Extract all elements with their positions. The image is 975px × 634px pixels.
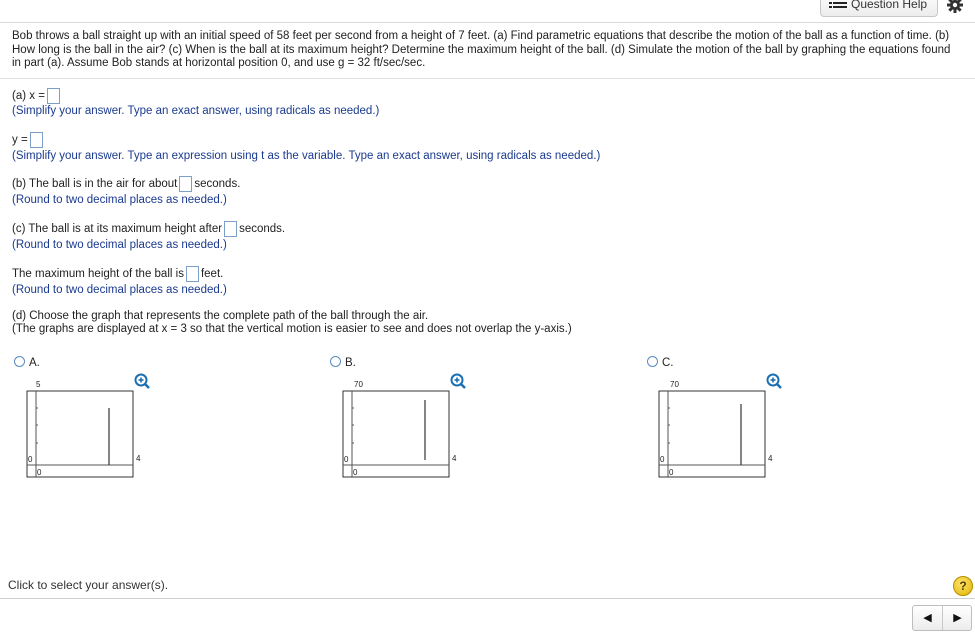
part-a-y-label: y = bbox=[12, 134, 28, 147]
part-a-x-hint: (Simplify your answer. Type an exact answer, using radicals as needed.) bbox=[12, 105, 380, 117]
option-a-radio[interactable] bbox=[14, 356, 25, 367]
question-help-button[interactable] bbox=[820, 0, 938, 17]
max-height-suffix: feet. bbox=[200, 268, 224, 281]
option-c-xmin-label: 0 bbox=[669, 468, 674, 477]
option-a-ymax-label: 5 bbox=[36, 380, 41, 389]
max-height-prefix: The maximum height of the ball is bbox=[12, 268, 184, 281]
option-a-plot-frame bbox=[27, 391, 133, 477]
part-c-suffix: seconds. bbox=[239, 223, 286, 236]
part-a-x-row bbox=[12, 88, 62, 104]
part-b-row bbox=[12, 176, 240, 192]
option-b-xmin-label: 0 bbox=[353, 468, 358, 477]
bottom-divider bbox=[0, 598, 975, 599]
option-b-xmax-label: 4 bbox=[452, 454, 457, 463]
option-a-zoom-icon[interactable] bbox=[133, 373, 151, 391]
option-b[interactable] bbox=[330, 356, 356, 369]
option-b-plot-frame bbox=[343, 391, 449, 477]
list-icon bbox=[829, 0, 847, 11]
time-in-air-input[interactable] bbox=[179, 176, 192, 192]
option-a-xmin-label: 0 bbox=[37, 468, 42, 477]
max-height-hint: (Round to two decimal places as needed.) bbox=[12, 284, 227, 296]
max-height-row bbox=[12, 266, 223, 282]
part-c-row bbox=[12, 221, 285, 237]
option-c-radio[interactable] bbox=[647, 356, 658, 367]
option-a-label: A. bbox=[29, 357, 40, 369]
option-c-zoom-icon[interactable] bbox=[765, 373, 783, 391]
option-b-zoom-icon[interactable] bbox=[449, 373, 467, 391]
next-button[interactable]: ▶ bbox=[953, 612, 962, 624]
part-a-y-row bbox=[12, 132, 45, 148]
question-nav bbox=[912, 605, 972, 631]
option-c[interactable] bbox=[647, 356, 674, 369]
option-b-radio[interactable] bbox=[330, 356, 341, 367]
part-d-line2: (The graphs are displayed at x = 3 so that the vertical motion is easier to see and does not overlap the y-axis.) bbox=[12, 323, 572, 335]
option-a[interactable] bbox=[14, 356, 40, 369]
part-a-x-label: (a) x = bbox=[12, 90, 45, 103]
max-height-input[interactable] bbox=[186, 266, 199, 282]
help-icon[interactable]: ? bbox=[953, 576, 973, 596]
option-b-label: B. bbox=[345, 357, 356, 369]
option-c-xmax-label: 4 bbox=[768, 454, 773, 463]
option-c-label: C. bbox=[662, 357, 674, 369]
question-help-label: Question Help bbox=[851, 0, 928, 11]
y-answer-input[interactable] bbox=[30, 132, 43, 148]
option-b-ymin-label: 0 bbox=[344, 455, 349, 464]
part-d-line1: (d) Choose the graph that represents the complete path of the ball through the air. bbox=[12, 310, 429, 322]
option-c-plot-frame bbox=[659, 391, 765, 477]
part-c-prefix: (c) The ball is at its maximum height after bbox=[12, 223, 223, 236]
option-b-ymax-label: 70 bbox=[354, 380, 363, 389]
part-b-suffix: seconds. bbox=[194, 178, 241, 191]
footer-instruction: Click to select your answer(s). bbox=[8, 578, 169, 592]
option-a-xmax-label: 4 bbox=[136, 454, 141, 463]
time-to-max-input[interactable] bbox=[224, 221, 237, 237]
part-a-y-hint: (Simplify your answer. Type an expression using t as the variable. Type an exact answer, using radicals as needed.) bbox=[12, 150, 601, 162]
part-b-prefix: (b) The ball is in the air for about bbox=[12, 178, 178, 191]
option-c-ymax-label: 70 bbox=[670, 380, 679, 389]
option-a-ymin-label: 0 bbox=[28, 455, 33, 464]
gear-icon[interactable] bbox=[944, 0, 966, 15]
problem-statement: Bob throws a ball straight up with an initial speed of 58 feet per second from a height of 7 feet. (a) Find parametric equations that describe the motion of the ball as a function of time. (b) How long is the ball in the air? (c) When is the ball at its maximum height? Determine the maximum height of the ball. (d) Simulate the motion of the ball by graphing the equations found in part (a). Assume Bob stands at horizontal position 0, and use g = 32 ft/sec/sec. bbox=[12, 30, 951, 69]
part-b-hint: (Round to two decimal places as needed.) bbox=[12, 194, 227, 206]
part-c-hint: (Round to two decimal places as needed.) bbox=[12, 239, 227, 251]
previous-button[interactable]: ◀ bbox=[923, 612, 932, 624]
option-c-ymin-label: 0 bbox=[660, 455, 665, 464]
divider bbox=[0, 78, 975, 79]
x-answer-input[interactable] bbox=[47, 88, 60, 104]
